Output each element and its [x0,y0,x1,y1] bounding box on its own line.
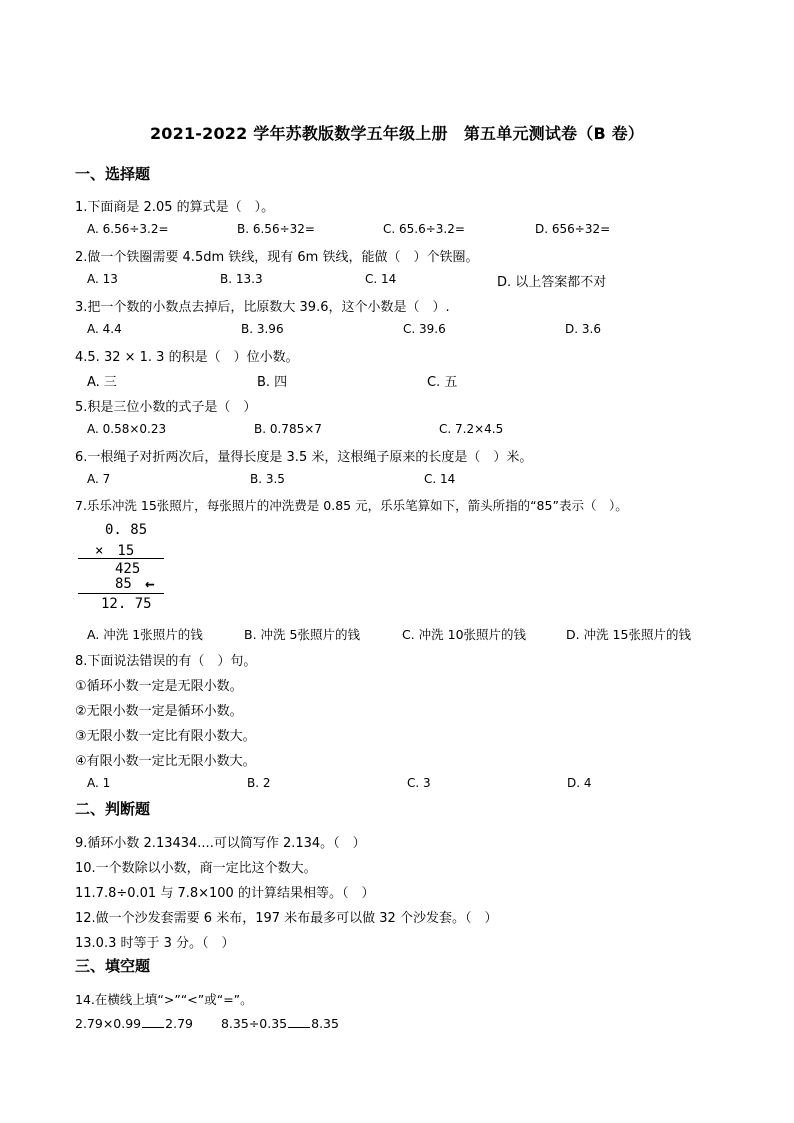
q6-option-c: C. 14 [424,472,456,486]
q1-option-a: A. 6.56÷3.2= [87,222,169,236]
question-12: 12.做一个沙发套需要 6 米布，197 米布最多可以做 32 个沙发套。（ ） [75,911,498,926]
q1-option-d: D. 656÷32= [535,222,611,236]
q14-expr2-left: 8.35÷0.35 [220,1016,288,1031]
q14-expressions [75,1016,339,1031]
calc-product: 12. 75 [101,596,152,612]
q8-statement-4: ④有限小数一定比无限小数大。 [75,754,256,769]
question-4: 4.5. 32 × 1. 3 的积是（ ）位小数。 [75,350,299,365]
q3-option-a: A. 4.4 [87,322,122,336]
q3-option-c: C. 39.6 [403,322,446,336]
q4-option-a: A. 三 [87,375,117,390]
q7-option-c: C. 冲洗 10张照片的钱 [402,627,527,642]
q8-statement-2: ②无限小数一定是循环小数。 [75,704,243,719]
question-9: 9.循环小数 2.13434....可以简写作 2.134。（ ） [75,836,366,851]
q14-expr1-right: 2.79 [165,1016,193,1031]
arrow-left-icon: ← [145,574,155,593]
q8-option-c: C. 3 [407,776,431,790]
question-7: 7.乐乐冲洗 15张照片，每张照片的冲洗费是 0.85 元，乐乐笔算如下，箭头所指的“85”表示（ ）。 [75,498,628,513]
q6-option-a: A. 7 [87,472,111,486]
calc-partial-2: 85 [115,576,132,592]
question-6: 6.一根绳子对折两次后，量得长度是 3.5 米，这根绳子原来的长度是（ ）米。 [75,450,533,465]
q2-option-c: C. 14 [365,272,397,286]
q4-option-b: B. 四 [257,375,288,390]
q14-blank-1[interactable] [142,1016,164,1028]
q8-option-b: B. 2 [247,776,271,790]
calc-multiplicand: 0. 85 [105,522,148,538]
q8-statement-1: ①循环小数一定是无限小数。 [75,679,243,694]
page-title: 2021-2022 学年苏教版数学五年级上册 第五单元测试卷（B 卷） [149,124,645,143]
q7-option-d: D. 冲洗 15张照片的钱 [566,627,691,642]
q8-option-a: A. 1 [87,776,111,790]
question-10: 10.一个数除以小数，商一定比这个数大。 [75,861,317,876]
q14-blank-2[interactable] [288,1016,310,1028]
q14-expr1-left: 2.79×0.99 [75,1016,142,1031]
q2-option-b: B. 13.3 [220,272,263,286]
question-8: 8.下面说法错误的有（ ）句。 [75,654,257,669]
calc-line-2 [78,593,164,594]
q5-option-a: A. 0.58×0.23 [87,422,167,436]
question-11: 11.7.8÷0.01 与 7.8×100 的计算结果相等。（ ） [75,886,375,901]
question-3: 3.把一个数的小数点去掉后，比原数大 39.6，这个小数是（ ）. [75,300,450,315]
q1-option-b: B. 6.56÷32= [237,222,315,236]
question-5: 5.积是三位小数的式子是（ ） [75,400,257,415]
q7-option-a: A. 冲洗 1张照片的钱 [87,627,203,642]
q5-option-b: B. 0.785×7 [254,422,322,436]
q14-expr2-right: 8.35 [311,1016,339,1031]
question-14: 14.在横线上填“>”“<”或“=”。 [75,992,253,1007]
q8-statement-3: ③无限小数一定比有限小数大。 [75,729,256,744]
question-1: 1.下面商是 2.05 的算式是（ ）。 [75,200,275,215]
q3-option-d: D. 3.6 [565,322,601,336]
question-2: 2.做一个铁圈需要 4.5dm 铁线，现有 6m 铁线，能做（ ）个铁圈。 [75,250,479,265]
q1-option-c: C. 65.6÷3.2= [383,222,465,236]
q5-option-c: C. 7.2×4.5 [439,422,504,436]
q4-option-c: C. 五 [427,375,458,390]
calc-multiplier: × 15 [95,543,135,559]
q2-option-d: D. 以上答案都不对 [497,275,607,290]
vertical-multiplication [75,520,175,615]
question-13: 13.0.3 时等于 3 分。（ ） [75,936,235,951]
q7-option-b: B. 冲洗 5张照片的钱 [244,627,360,642]
q6-option-b: B. 3.5 [250,472,285,486]
section-choice-heading: 一、选择题 [75,165,151,183]
section-fill-heading: 三、填空题 [75,957,151,975]
calc-line-1 [78,558,164,559]
q2-option-a: A. 13 [87,272,118,286]
calc-partial-1: 425 [115,561,141,577]
section-judge-heading: 二、判断题 [75,800,151,818]
q8-option-d: D. 4 [567,776,592,790]
q3-option-b: B. 3.96 [241,322,284,336]
